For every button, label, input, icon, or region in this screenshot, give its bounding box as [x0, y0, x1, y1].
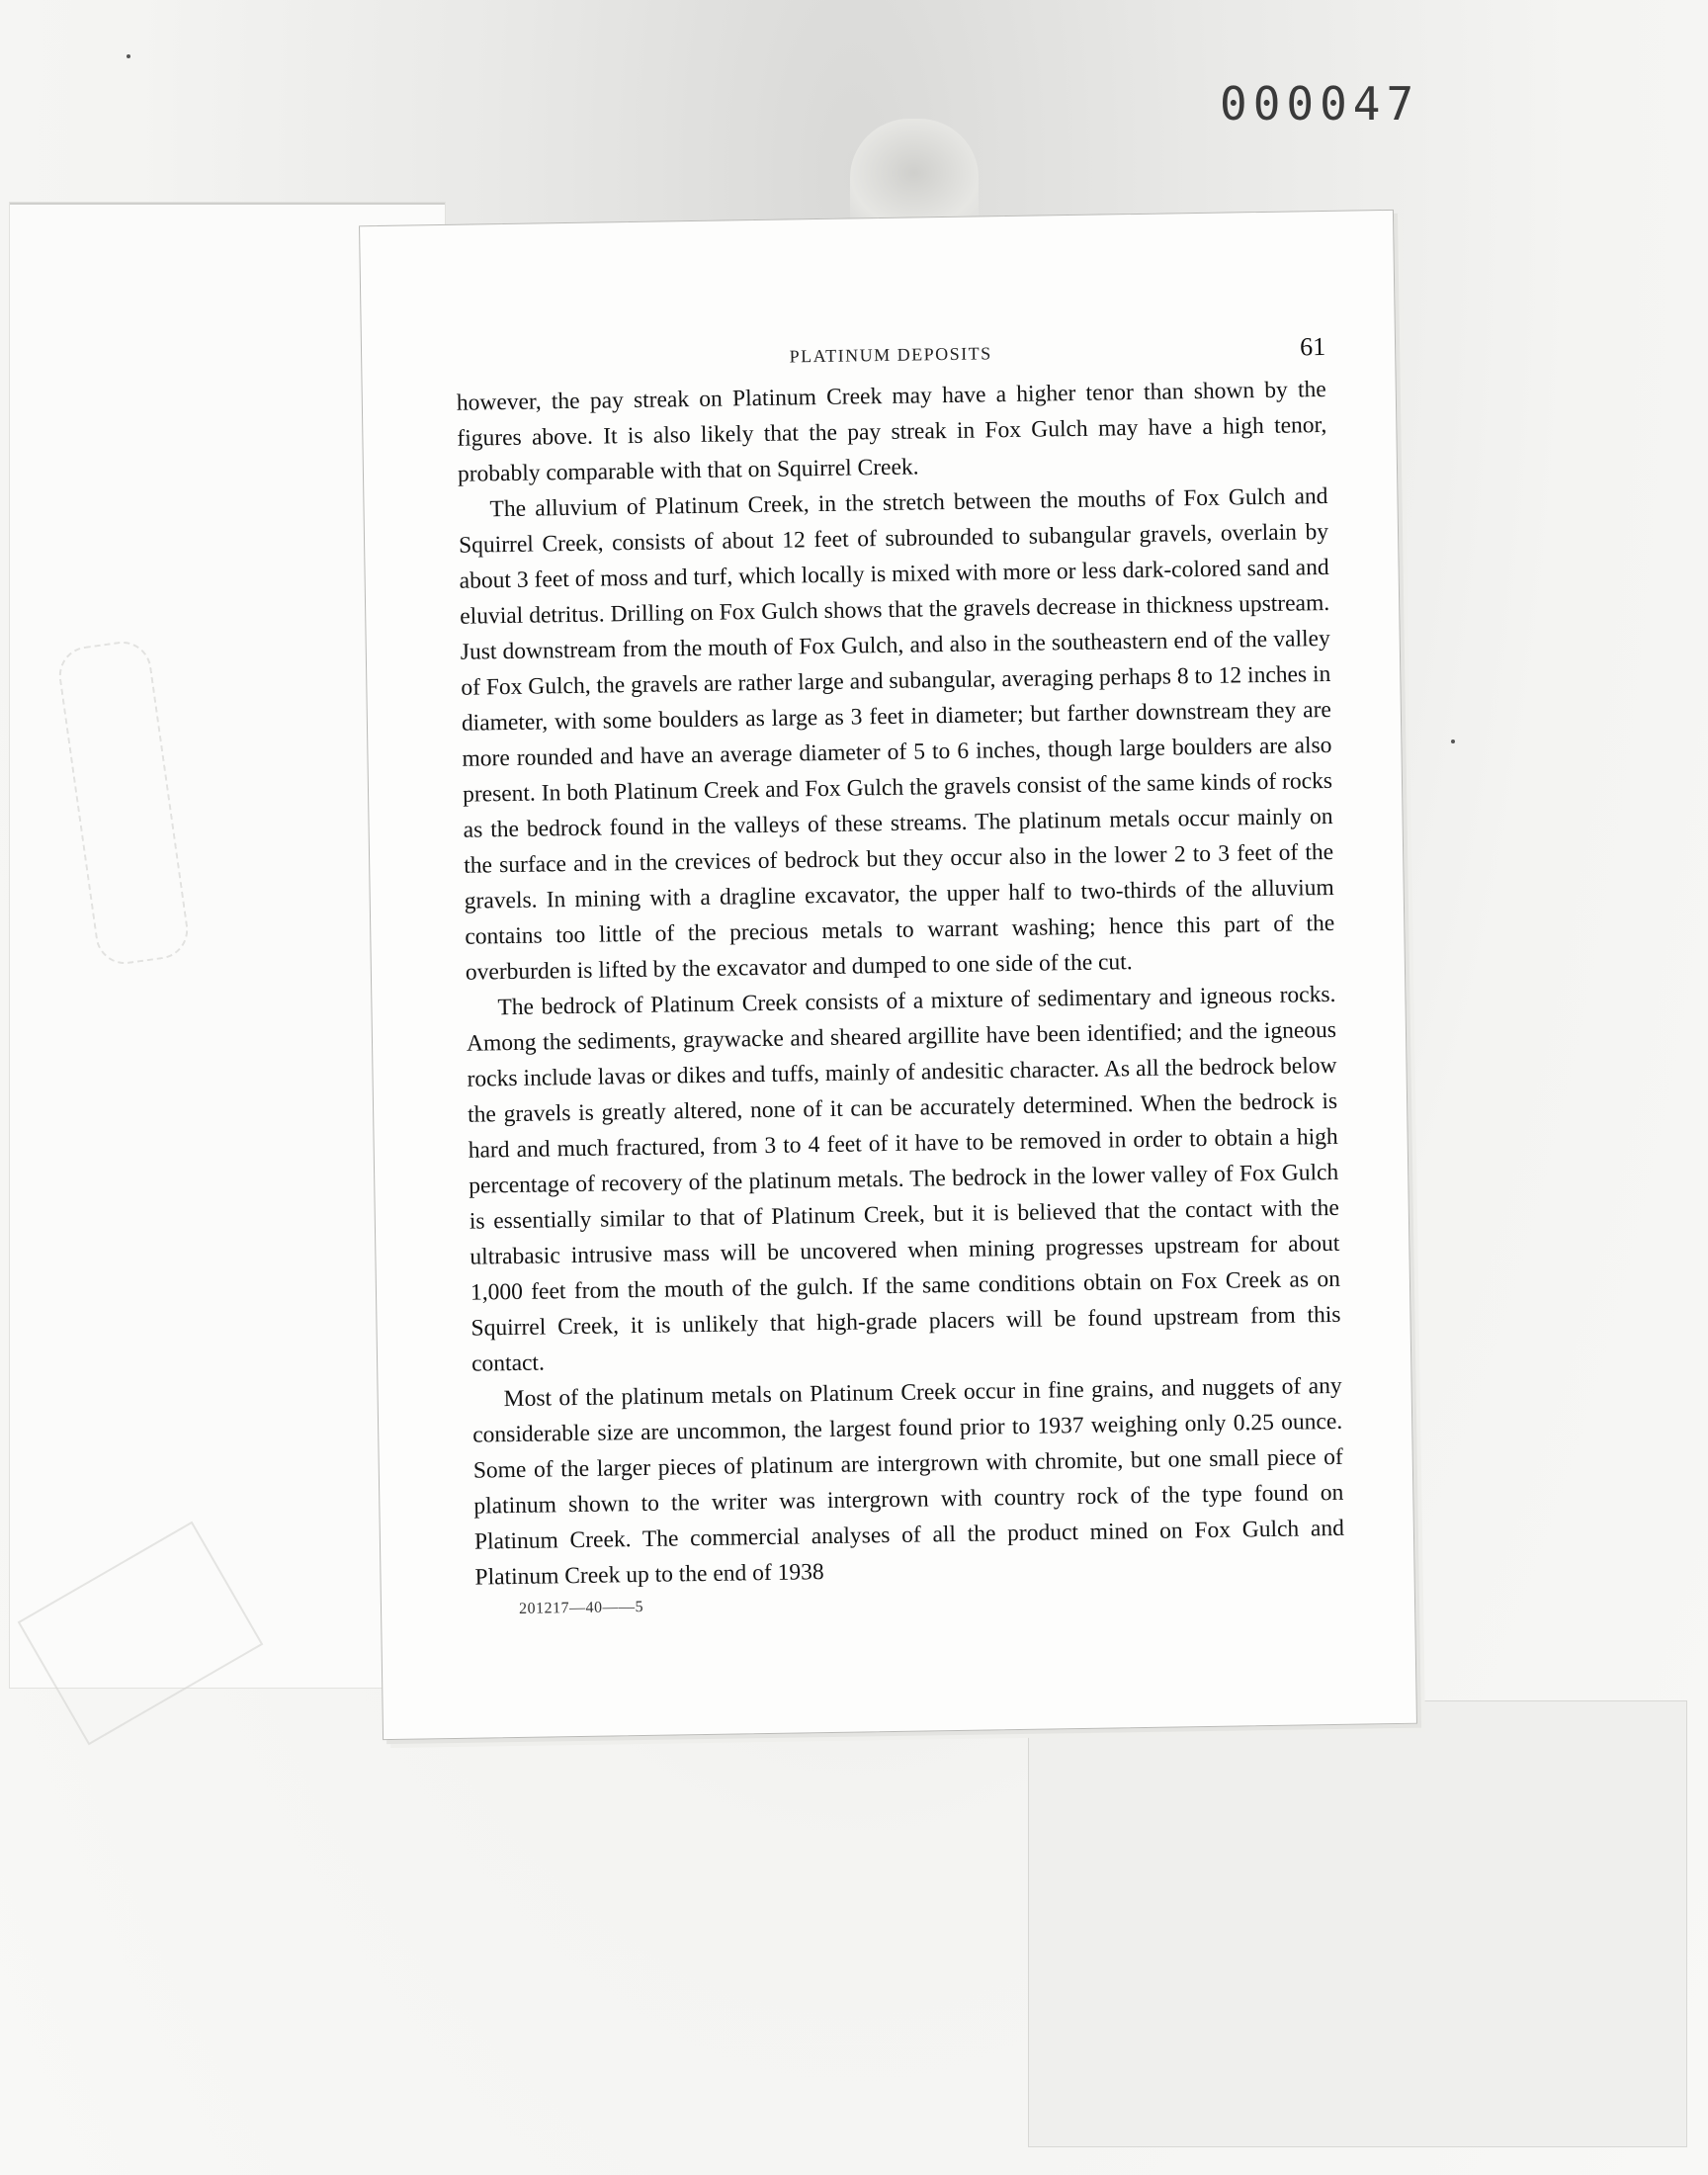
book-page [359, 210, 1417, 1740]
thumb-shadow [850, 119, 979, 227]
scan-speck [1451, 740, 1455, 743]
page-content [456, 330, 1345, 1619]
paragraph: The bedrock of Platinum Creek consists of a mixture of sedimentary and igneous rocks. Among the sediments, graywacke and sheared argillite have been identified; and the igneous rocks include lavas or dikes and tuffs, mainly of andesitic character. As all the bedrock below the gravels is greatly altered, none of it can be accurately determined. When the bedrock is hard and much fractured, from 3 to 4 feet of it have to be removed in order to obtain a high percentage of recovery of the platinum metals. The bedrock in the lower valley of Fox Gulch is essentially similar to that of Platinum Creek, but it is believed that the contact with the ultrabasic intrusive mass will be uncovered when mining progresses upstream for about 1,000 feet from the mouth of the gulch. If the same conditions obtain on Fox Creek as on Squirrel Creek, it is unlikely that high-grade placers will be found upstream from this contact. [466, 981, 1341, 1377]
body-text [457, 372, 1345, 1596]
page-number: 61 [1299, 331, 1326, 362]
document-number: 000047 [1220, 77, 1420, 130]
scan-speck [127, 54, 130, 58]
paragraph: Most of the platinum metals on Platinum Creek occur in fine grains, and nuggets of any considerable size are uncommon, the largest found prior to 1937 weighing only 0.25 ounce. Some of the larger pieces of platinum are intergrown with chromite, but one small piece of platinum shown to the writer was intergrown with country rock of the type found on Platinum Creek. The commercial analyses of all the product mined on Fox Gulch and Platinum Creek up to the end of 1938 [472, 1372, 1345, 1591]
paragraph: however, the pay streak on Platinum Creek may have a higher tenor than shown by the figures above. It is also likely that the pay streak in Fox Gulch may have a high tenor, probably comparable with that on Squirrel Creek. [456, 376, 1327, 487]
underlying-sheet [1028, 1700, 1687, 2147]
running-title: PLATINUM DEPOSITS [789, 343, 992, 367]
paragraph: The alluvium of Platinum Creek, in the stretch between the mouths of Fox Gulch and Squirrel Creek, consists of about 12 feet of subrounded to subangular gravels, overlain by about 3 feet of moss and turf, which locally is mixed with more or less dark-colored sand and eluvial detritus. Drilling on Fox Gulch shows that the gravels decrease in thickness upstream. Just downstream from the mouth of Fox Gulch, and also in the southeastern end of the valley of Fox Gulch, the gravels are rather large and subangular, averaging perhaps 8 to 12 inches in diameter, with some boulders as large as 3 feet in diameter; but farther downstream they are more rounded and have an average diameter of 5 to 6 inches, though large boulders are also present. In both Platinum Creek and Fox Gulch the gravels consist of the same kinds of rocks as the bedrock found in the valleys of these streams. The platinum metals occur mainly on the surface and in the crevices of bedrock but they occur also in the lower 2 to 3 feet of the gravels. In mining with a dragline excavator, the upper half to two-thirds of the alluvium contains too little of the precious metals to warrant washing; hence this part of the overburden is lifted by the excavator and dumped to one side of the cut. [458, 482, 1335, 986]
printer-signature: 201217—40——5 [518, 1598, 644, 1617]
